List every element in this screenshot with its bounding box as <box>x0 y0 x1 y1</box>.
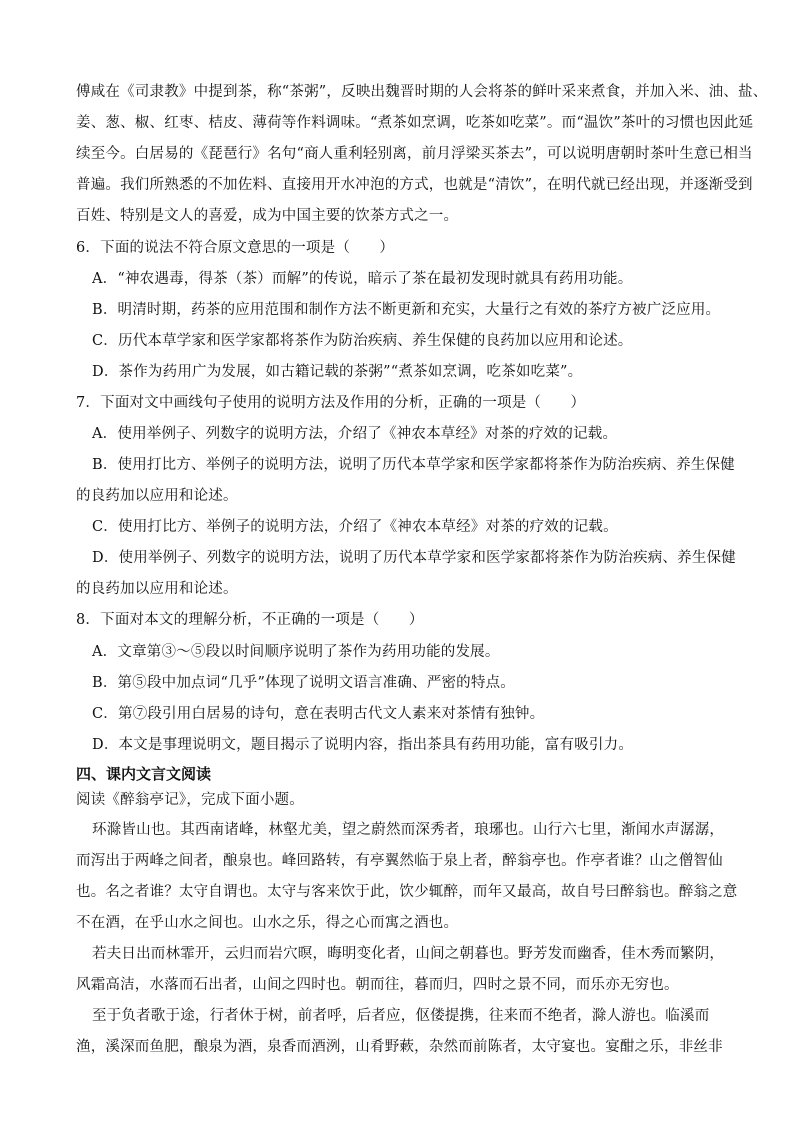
section-heading: 四、课内文言文阅读 <box>76 765 212 783</box>
q6-option-c: C．历代本草学家和医学家都将茶作为防治疾病、养生保健的良药加以应用和论述。 <box>92 333 633 349</box>
q8-option-c: C．第⑦段引用白居易的诗句，意在表明古代文人素来对茶情有独钟。 <box>92 706 545 722</box>
passage-para3-line-1: 至于负者歌于途，行者休于树，前者呼，后者应，伛偻提携，往来而不绝者，滁人游也。临溪而 <box>92 1008 710 1024</box>
intro-line-4: 普遍。我们所熟悉的不加佐料、直接用开水冲泡的方式，也就是“清饮”，在明代就已经出现，并逐渐受到 <box>76 177 753 193</box>
passage-para2-line-1: 若夫日出而林霏开，云归而岩穴暝，晦明变化者，山间之朝暮也。野芳发而幽香，佳木秀而繁阴， <box>92 946 725 962</box>
q7-option-a: A．使用举例子、列数字的说明方法，介绍了《神农本草经》对茶的疗效的记载。 <box>92 426 618 442</box>
q7-option-b-cont: 的良药加以应用和论述。 <box>76 488 238 504</box>
passage-para1-line-1: 环滁皆山也。其西南诸峰，林壑尤美，望之蔚然而深秀者，琅琊也。山行六七里，渐闻水声潺潺， <box>92 822 725 838</box>
q6-option-a: A．“神农遇毒，得茶（茶）而解”的传说，暗示了茶在最初发现时就具有药用功能。 <box>92 271 633 287</box>
q8-option-a: A．文章第③～⑤段以时间顺序说明了茶作为药用功能的发展。 <box>92 644 500 660</box>
q7-option-d: D．使用举例子、列数字的说明方法，说明了历代本草学家和医学家都将茶作为防治疾病、养生保健 <box>92 550 736 566</box>
q7-option-b: B．使用打比方、举例子的说明方法，说明了历代本草学家和医学家都将茶作为防治疾病、养生保健 <box>92 457 735 473</box>
q6-option-d: D．茶作为药用广为发展，如古籍记载的茶粥”“煮茶如烹调，吃茶如吃菜”。 <box>92 364 583 380</box>
q7-option-d-cont: 的良药加以应用和论述。 <box>76 581 238 597</box>
passage-para2-line-2: 风霜高洁，水落而石出者，山间之四时也。朝而往，暮而归，四时之景不同，而乐亦无穷也。 <box>76 977 679 993</box>
q6-stem: 6．下面的说法不符合原文意思的一项是（ ） <box>76 240 395 256</box>
q7-option-c: C．使用打比方、举例子的说明方法，介绍了《神农本草经》对茶的疗效的记载。 <box>92 519 618 535</box>
q8-stem: 8．下面对本文的理解分析，不正确的一项是（ ） <box>76 612 424 628</box>
passage-para1-line-4: 不在酒，在乎山水之间也。山水之乐，得之心而寓之酒也。 <box>76 915 459 931</box>
q7-stem: 7．下面对文中画线句子使用的说明方法及作用的分析，正确的一项是（ ） <box>76 395 586 411</box>
passage-para1-line-3: 也。名之者谁？太守自谓也。太守与客来饮于此，饮少辄醉，而年又最高，故自号曰醉翁也。醉翁之意 <box>76 884 738 900</box>
intro-line-2: 姜、葱、椒、红枣、桔皮、薄荷等作料调味。“煮茶如烹调，吃茶如吃菜”。而“温饮”茶叶的习惯也因此延 <box>76 115 754 131</box>
section-instruction: 阅读《醉翁亭记》，完成下面小题。 <box>76 792 304 808</box>
intro-line-5: 百姓、特别是文人的喜爱，成为中国主要的饮茶方式之一。 <box>76 208 459 224</box>
q8-option-d: D．本文是事理说明文，题目揭示了说明内容，指出茶具有药用功能，富有吸引力。 <box>92 737 634 753</box>
passage-para3-line-2: 渔，溪深而鱼肥，酿泉为酒，泉香而酒洌，山肴野蔌，杂然而前陈者，太守宴也。宴酣之乐，非丝非 <box>76 1039 723 1055</box>
intro-line-1: 傅咸在《司隶教》中提到茶，称“茶粥”，反映出魏晋时期的人会将茶的鲜叶采来煮食，并加入米、油、盐、 <box>76 84 768 100</box>
q6-option-b: B．明清时期，药茶的应用范围和制作方法不断更新和充实，大量行之有效的茶疗方被广泛应用。 <box>92 302 721 318</box>
q8-option-b: B．第⑤段中加点词“几乎”体现了说明文语言准确、严密的特点。 <box>92 675 515 691</box>
intro-line-3: 续至今。白居易的《琵琶行》名句“商人重利轻别离，前月浮梁买茶去”，可以说明唐朝时茶叶生意已相当 <box>76 146 753 162</box>
passage-para1-line-2: 而泻出于两峰之间者，酿泉也。峰回路转，有亭翼然临于泉上者，醉翁亭也。作亭者谁？山之僧智仙 <box>76 853 723 869</box>
